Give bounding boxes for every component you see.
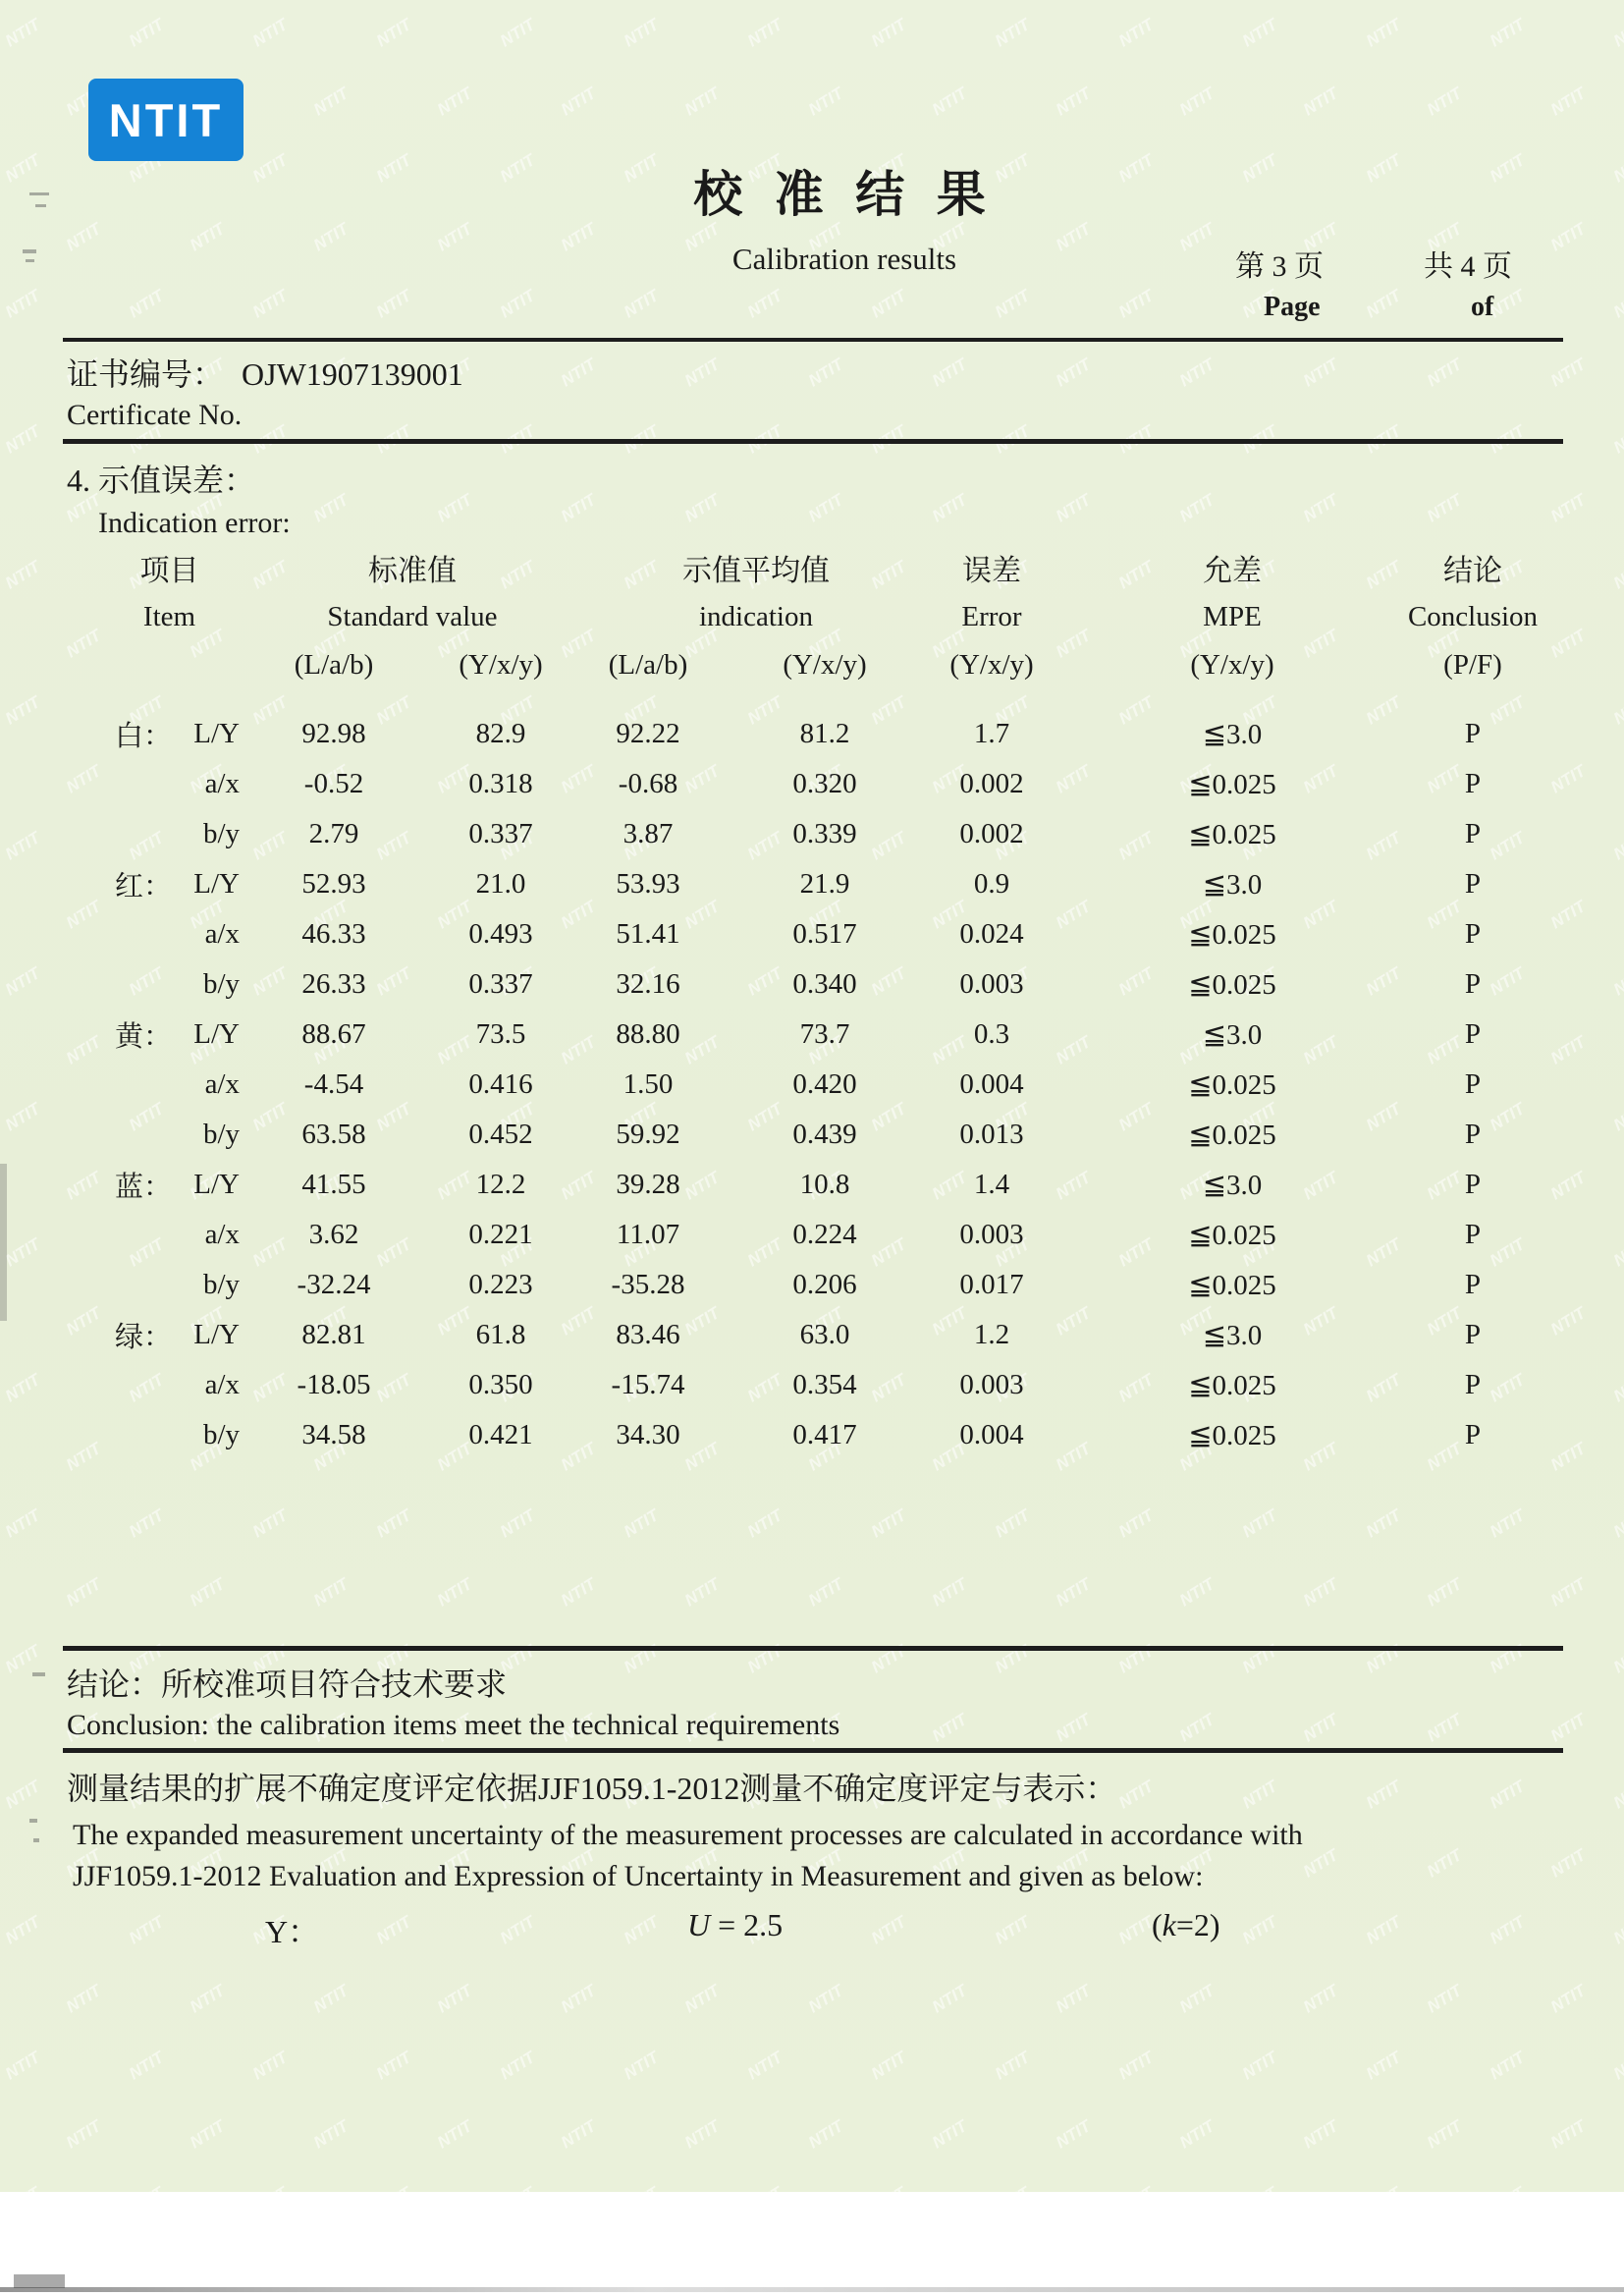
cell-standard-lab: 3.62 <box>308 1219 359 1250</box>
cell-indication-lab: 59.92 <box>616 1119 680 1150</box>
cell-item <box>93 1060 245 1110</box>
cell-mpe: ≦0.025 <box>1188 1069 1276 1101</box>
cell-item <box>93 1410 245 1460</box>
scan-bottom-edge <box>0 2287 1624 2292</box>
scan-mark <box>35 204 46 207</box>
cell-item-prefix: 红： <box>115 871 173 902</box>
cell-standard-lab: 26.33 <box>301 968 366 1000</box>
cell-item <box>93 959 245 1010</box>
cell-error: 0.9 <box>973 868 1010 900</box>
cell-item-label: a/x <box>204 1369 240 1400</box>
cell-error: 0.3 <box>973 1018 1010 1050</box>
certificate-label-en: Certificate No. <box>67 399 243 431</box>
col-conclusion-zh: 结论 <box>1443 555 1502 587</box>
col-error-en: Error <box>961 600 1022 632</box>
cell-standard-yxy: 21.0 <box>475 868 526 900</box>
result-k-open: ( <box>1152 1907 1163 1942</box>
cell-indication-lab: 32.16 <box>616 968 680 1000</box>
cell-mpe: ≦0.025 <box>1188 1220 1276 1251</box>
cell-standard-yxy: 82.9 <box>475 718 526 749</box>
cell-conclusion: P <box>1464 1269 1482 1300</box>
cell-standard-lab: 52.93 <box>301 868 366 900</box>
unit-blank <box>93 640 245 689</box>
cell-standard-lab: -18.05 <box>297 1369 371 1400</box>
result-uncertainty-value <box>687 1907 783 1943</box>
conclusion-rule-bottom <box>63 1748 1563 1753</box>
cell-mpe: ≦3.0 <box>1202 1170 1263 1201</box>
cell-standard-yxy: 61.8 <box>475 1319 526 1350</box>
cell-item-label: b/y <box>202 818 240 849</box>
cell-indication-yxy: 21.9 <box>799 868 850 900</box>
scan-corner-blob <box>14 2274 65 2288</box>
cell-conclusion: P <box>1464 968 1482 1000</box>
cell-mpe: ≦0.025 <box>1188 769 1276 800</box>
col-conclusion-en: Conclusion <box>1407 600 1539 632</box>
cell-error: 1.7 <box>973 718 1010 749</box>
cell-indication-lab: 88.80 <box>616 1018 680 1050</box>
col-standard-en: Standard value <box>327 600 498 632</box>
cell-standard-yxy: 0.493 <box>468 918 533 950</box>
result-k-symbol: k <box>1162 1907 1176 1942</box>
cell-indication-lab: -0.68 <box>618 768 678 799</box>
cell-error: 0.004 <box>959 1419 1024 1450</box>
cell-indication-lab: 1.50 <box>623 1068 674 1100</box>
cell-indication-lab: 51.41 <box>616 918 680 950</box>
cell-item-prefix: 白： <box>115 721 173 752</box>
cell-indication-yxy: 81.2 <box>799 718 850 749</box>
cell-standard-yxy: 0.337 <box>468 818 533 849</box>
cell-conclusion: P <box>1464 768 1482 799</box>
cell-item <box>93 1210 245 1260</box>
cell-error: 1.4 <box>973 1169 1010 1200</box>
cell-item-label: L/Y <box>193 1018 240 1050</box>
scan-mark <box>23 249 36 253</box>
cell-item-label: b/y <box>202 1119 240 1150</box>
cell-standard-yxy: 73.5 <box>475 1018 526 1050</box>
cell-error: 0.024 <box>959 918 1024 950</box>
cell-error: 0.002 <box>959 818 1024 849</box>
cell-standard-lab: 46.33 <box>301 918 366 950</box>
scan-mark <box>29 1819 37 1823</box>
cell-conclusion: P <box>1464 818 1482 849</box>
cell-indication-lab: 53.93 <box>616 868 680 900</box>
uncertainty-en-line2: JJF1059.1-2012 Evaluation and Expression of Uncertainty in Measurement and given as below: <box>73 1860 1204 1892</box>
cell-indication-lab: 3.87 <box>623 818 674 849</box>
cell-item <box>93 709 245 759</box>
col-item-zh: 项目 <box>139 555 199 587</box>
cell-item-label: b/y <box>202 1269 240 1300</box>
cell-item <box>93 859 245 909</box>
ntit-logo-text: NTIT <box>108 93 224 146</box>
col-error-zh: 误差 <box>962 555 1021 587</box>
cell-error: 0.003 <box>959 968 1024 1000</box>
cell-item <box>93 1010 245 1060</box>
cell-mpe: ≦0.025 <box>1188 1270 1276 1301</box>
uncertainty-zh: 测量结果的扩展不确定度评定依据JJF1059.1-2012测量不确定度评定与表示： <box>67 1771 1117 1806</box>
cell-item-prefix: 绿： <box>115 1322 173 1353</box>
cell-indication-lab: 39.28 <box>616 1169 680 1200</box>
cell-conclusion: P <box>1464 718 1482 749</box>
cell-conclusion: P <box>1464 918 1482 950</box>
cell-indication-lab: 11.07 <box>616 1219 680 1250</box>
col-indication-en: indication <box>699 600 813 632</box>
cell-standard-lab: -4.54 <box>303 1068 364 1100</box>
cell-indication-yxy: 0.320 <box>792 768 857 799</box>
result-u-symbol: U <box>687 1907 711 1942</box>
scan-mark <box>32 1672 45 1676</box>
cell-indication-lab: 34.30 <box>616 1419 680 1450</box>
cell-standard-yxy: 0.337 <box>468 968 533 1000</box>
cell-standard-yxy: 0.223 <box>468 1269 533 1300</box>
cell-error: 0.003 <box>959 1219 1024 1250</box>
page-number-zh: 第 3 页 <box>1235 250 1324 283</box>
cell-indication-yxy: 0.420 <box>792 1068 857 1100</box>
result-u-equation: = 2.5 <box>710 1907 784 1942</box>
cell-indication-yxy: 0.206 <box>792 1269 857 1300</box>
conclusion-zh: 结论：所校准项目符合技术要求 <box>67 1667 508 1702</box>
certificate-number: OJW1907139001 <box>242 356 463 392</box>
cell-error: 1.2 <box>973 1319 1010 1350</box>
cell-conclusion: P <box>1464 1169 1482 1200</box>
header-rule <box>63 338 1563 342</box>
unit-conclusion-pf: (P/F) <box>1443 648 1502 681</box>
unit-error-yxy: (Y/x/y) <box>949 648 1034 681</box>
cell-conclusion: P <box>1464 1419 1482 1450</box>
cell-mpe: ≦3.0 <box>1202 719 1263 750</box>
cell-standard-lab: 34.58 <box>301 1419 366 1450</box>
cell-error: 0.013 <box>959 1119 1024 1150</box>
cell-mpe: ≦0.025 <box>1188 819 1276 850</box>
cell-item-label: L/Y <box>193 1169 240 1200</box>
cell-indication-lab: 83.46 <box>616 1319 680 1350</box>
table-header-gap <box>93 689 1532 709</box>
cell-item <box>93 1310 245 1360</box>
cell-indication-yxy: 0.517 <box>792 918 857 950</box>
cell-item <box>93 1160 245 1210</box>
cell-standard-yxy: 0.416 <box>468 1068 533 1100</box>
cell-mpe: ≦0.025 <box>1188 1420 1276 1451</box>
cell-mpe: ≦0.025 <box>1188 919 1276 951</box>
cell-item <box>93 809 245 859</box>
cell-item <box>93 1360 245 1410</box>
section-heading-zh: 4. 示值误差： <box>67 463 256 498</box>
cell-indication-lab: -35.28 <box>611 1269 685 1300</box>
cell-conclusion: P <box>1464 1319 1482 1350</box>
scan-mark <box>26 259 34 262</box>
col-item-en: Item <box>142 600 196 632</box>
cell-conclusion: P <box>1464 1369 1482 1400</box>
certificate-rule <box>63 439 1563 444</box>
cell-indication-yxy: 0.339 <box>792 818 857 849</box>
cell-item <box>93 1260 245 1310</box>
cell-item-label: L/Y <box>193 718 240 749</box>
cell-standard-lab: 92.98 <box>301 718 366 749</box>
cell-indication-yxy: 0.340 <box>792 968 857 1000</box>
cell-mpe: ≦0.025 <box>1188 1370 1276 1401</box>
conclusion-rule-top <box>63 1646 1563 1651</box>
cell-conclusion: P <box>1464 868 1482 900</box>
scan-mark <box>33 1838 39 1842</box>
cell-mpe: ≦0.025 <box>1188 969 1276 1001</box>
unit-std-yxy: (Y/x/y) <box>459 648 543 681</box>
cell-item-label: L/Y <box>193 868 240 900</box>
cell-conclusion: P <box>1464 1119 1482 1150</box>
cell-standard-yxy: 0.350 <box>468 1369 533 1400</box>
result-k-rest: =2) <box>1175 1907 1220 1942</box>
cell-standard-lab: 63.58 <box>301 1119 366 1150</box>
cell-item-label: b/y <box>202 1419 240 1450</box>
cell-item-prefix: 黄： <box>115 1021 173 1053</box>
page-title-en: Calibration results <box>731 242 957 276</box>
cell-indication-yxy: 10.8 <box>799 1169 850 1200</box>
section-heading-en: Indication error: <box>98 507 291 539</box>
cell-indication-yxy: 0.439 <box>792 1119 857 1150</box>
page-total-zh: 共 4 页 <box>1424 250 1512 283</box>
cell-indication-yxy: 0.354 <box>792 1369 857 1400</box>
cell-indication-yxy: 0.224 <box>792 1219 857 1250</box>
ntit-logo <box>88 79 244 161</box>
cell-mpe: ≦3.0 <box>1202 1019 1263 1051</box>
scan-edge-smudge <box>0 1164 7 1321</box>
cell-indication-lab: -15.74 <box>611 1369 685 1400</box>
cell-mpe: ≦3.0 <box>1202 869 1263 901</box>
cell-indication-yxy: 63.0 <box>799 1319 850 1350</box>
conclusion-en: Conclusion: the calibration items meet the technical requirements <box>67 1709 840 1741</box>
cell-standard-yxy: 0.221 <box>468 1219 533 1250</box>
cell-standard-lab: -0.52 <box>303 768 364 799</box>
cell-item <box>93 909 245 959</box>
result-coverage-factor <box>1152 1907 1220 1943</box>
cell-error: 0.002 <box>959 768 1024 799</box>
cell-conclusion: P <box>1464 1018 1482 1050</box>
unit-mpe-yxy: (Y/x/y) <box>1190 648 1274 681</box>
page-title-zh: 校 准 结 果 <box>693 167 996 222</box>
cell-standard-yxy: 12.2 <box>475 1169 526 1200</box>
cell-standard-yxy: 0.421 <box>468 1419 533 1450</box>
cell-mpe: ≦0.025 <box>1188 1120 1276 1151</box>
cell-standard-lab: -32.24 <box>297 1269 371 1300</box>
cell-standard-yxy: 0.452 <box>468 1119 533 1150</box>
cell-conclusion: P <box>1464 1068 1482 1100</box>
unit-ind-yxy: (Y/x/y) <box>783 648 867 681</box>
col-standard-zh: 标准值 <box>368 555 457 587</box>
certificate-number-line <box>67 350 463 395</box>
col-indication-zh: 示值平均值 <box>682 555 830 587</box>
result-item-label: Y： <box>265 1914 320 1949</box>
cell-error: 0.004 <box>959 1068 1024 1100</box>
col-mpe-en: MPE <box>1203 600 1262 632</box>
cell-item-label: a/x <box>204 1219 240 1250</box>
cell-indication-yxy: 0.417 <box>792 1419 857 1450</box>
cell-mpe: ≦3.0 <box>1202 1320 1263 1351</box>
cell-conclusion: P <box>1464 1219 1482 1250</box>
uncertainty-en-line1: The expanded measurement uncertainty of the measurement processes are calculated in accordance with <box>73 1819 1303 1851</box>
cell-standard-yxy: 0.318 <box>468 768 533 799</box>
cell-item-label: a/x <box>204 918 240 950</box>
col-mpe-zh: 允差 <box>1203 555 1262 587</box>
cell-error: 0.003 <box>959 1369 1024 1400</box>
scan-mark <box>29 192 49 195</box>
cell-error: 0.017 <box>959 1269 1024 1300</box>
cell-indication-yxy: 73.7 <box>799 1018 850 1050</box>
cell-standard-lab: 41.55 <box>301 1169 366 1200</box>
cell-standard-lab: 88.67 <box>301 1018 366 1050</box>
indication-error-table <box>93 542 1539 1460</box>
cell-item <box>93 1110 245 1160</box>
cell-item-prefix: 蓝： <box>115 1172 173 1203</box>
cell-standard-lab: 82.81 <box>301 1319 366 1350</box>
certificate-label-zh: 证书编号： <box>67 356 225 392</box>
cell-item <box>93 759 245 809</box>
cell-item-label: b/y <box>202 968 240 1000</box>
cell-item-label: a/x <box>204 1068 240 1100</box>
page-total-en: of <box>1471 292 1494 322</box>
cell-item-label: a/x <box>204 768 240 799</box>
unit-std-lab: (L/a/b) <box>294 648 374 681</box>
unit-ind-lab: (L/a/b) <box>608 648 688 681</box>
cell-item-label: L/Y <box>193 1319 240 1350</box>
page-number-en: Page <box>1264 292 1321 322</box>
cell-indication-lab: 92.22 <box>616 718 680 749</box>
cell-standard-lab: 2.79 <box>308 818 359 849</box>
